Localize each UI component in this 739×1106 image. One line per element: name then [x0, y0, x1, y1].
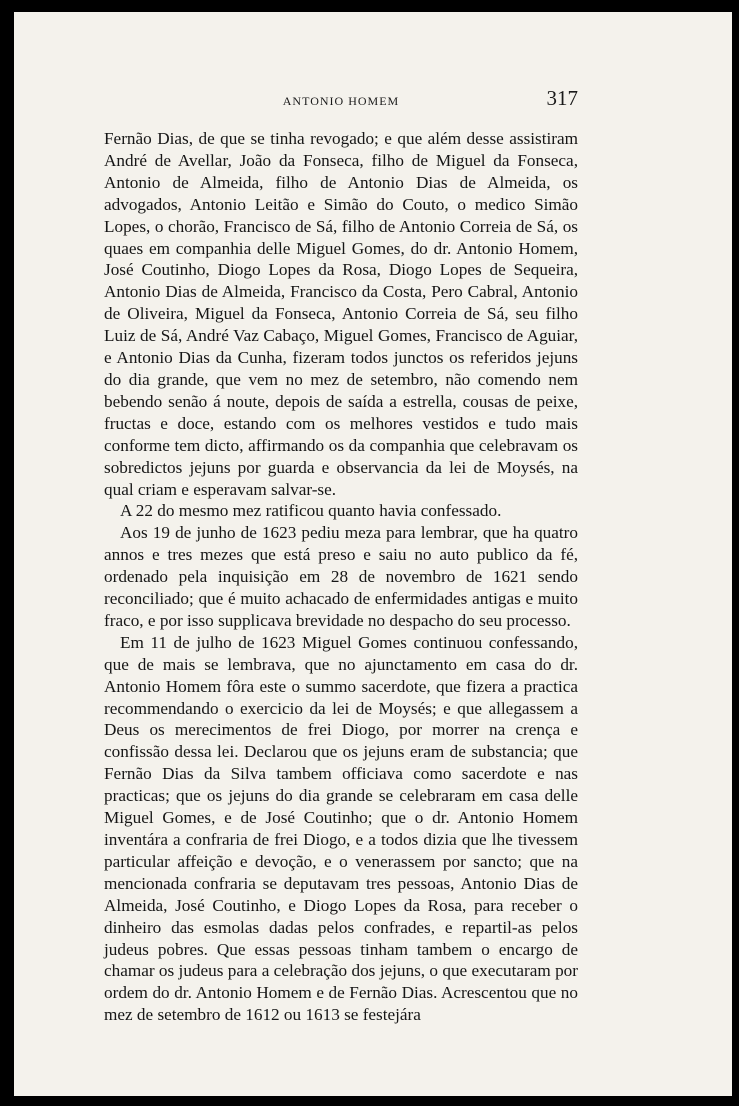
page-number: 317: [546, 86, 578, 110]
paragraph: A 22 do mesmo mez ratificou quanto havia confessado.: [120, 501, 502, 521]
body-text: [104, 128, 578, 1026]
running-title: ANTONIO HOMEM: [282, 94, 400, 108]
paragraph: Aos 19 de junho de 1623 pediu meza para lembrar, que ha quatro annos e tres mezes que está preso e saiu no auto publico da fé, ordenado pela inquisição em 28 de novembro de 1621 sendo reconciliado; que é muito achacado de enfermidades antigas e muito fraco, e por isso supplicava brevidade no despacho do seu processo.: [104, 523, 578, 630]
paragraph: Em 11 de julho de 1623 Miguel Gomes continuou confessando, que de mais se lembrava, que no ajunctamento em casa do dr. Antonio Homem fôra este o summo sacerdote, que fizera a practica recommendando o exercicio da lei de Moysés; e que allegassem a Deus os merecimentos de frei Diogo, por morrer na crença e confissão dessa lei. Declarou que os jejuns eram de substancia; que Fernão Dias da Silva tambem officiava como sacerdote e nas practicas; que os jejuns do dia grande se celebraram em casa delle Miguel Gomes, e de José Coutinho; que o dr. Antonio Homem inventára a confraria de frei Diogo, e a todos dizia que lhe tivessem particular affeição e devoção, e o venerassem por sancto; que na mencionada confraria se deputavam tres pessoas, Antonio Dias de Almeida, José Coutinho, e Diogo Lopes da Rosa, para receber o dinheiro das esmolas dadas pelos confrades, e repartil-as pelos judeus pobres. Que essas pessoas tinham tambem o encargo de chamar os judeus para a celebração dos jejuns, o que executaram por ordem do dr. Antonio Homem e de Fernão Dias. Acrescentou que no mez de setembro de 1612 ou 1613 se festejára: [104, 632, 578, 1025]
paragraph: Fernão Dias, de que se tinha revogado; e que além desse assistiram André de Avellar, João da Fonseca, filho de Miguel da Fonseca, Antonio de Almeida, filho de Antonio Dias de Almeida, os advogados, Antonio Leitão e Simão do Couto, o medico Simão Lopes, o chorão, Francisco de Sá, filho de Antonio Correia de Sá, os quaes em companhia delle Miguel Gomes, do dr. Antonio Homem, José Coutinho, Diogo Lopes da Rosa, Diogo Lopes de Sequeira, Antonio Dias de Almeida, Francisco da Costa, Pero Cabral, Antonio de Oliveira, Miguel da Fonseca, Antonio Correia de Sá, seu filho Luiz de Sá, André Vaz Cabaço, Miguel Gomes, Francisco de Aguiar, e Antonio Dias da Cunha, fizeram todos junctos os referidos jejuns do dia grande, que vem no mez de setembro, não comendo nem bebendo senão á noute, depois de saída a estrella, cousas de peixe, fructas e doce, estando com os melhores vestidos e tudo mais conforme tem dicto, affirmando os da companhia que celebravam os sobredictos jejuns por guarda e observancia da lei de Moysés, na qual criam e esperavam salvar-se.: [104, 129, 578, 499]
